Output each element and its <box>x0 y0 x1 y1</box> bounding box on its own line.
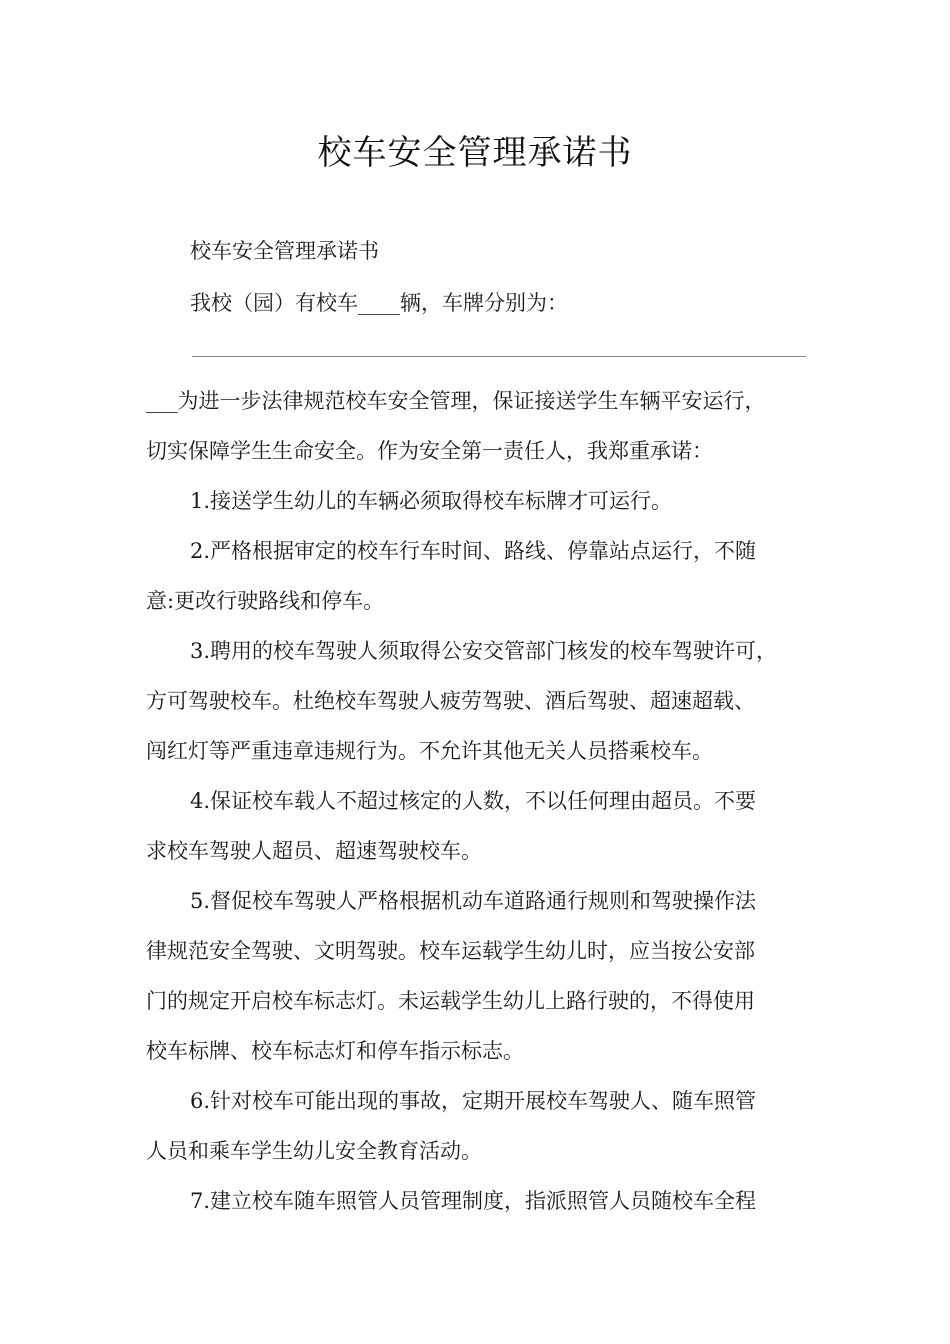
pledge-item-1: 1.接送学生幼儿的车辆必须取得校车标牌才可运行。 <box>190 489 673 513</box>
text-line: 我校（园）有校车____辆，车牌分别为： <box>190 291 568 315</box>
text-line: 求校车驾驶人超员、超速驾驶校车。 <box>146 839 482 863</box>
pledge-item-5: 5.督促校车驾驶人严格根据机动车道路通行规则和驾驶操作法 <box>190 889 757 913</box>
text-line: 人员和乘车学生幼儿安全教育活动。 <box>146 1139 482 1163</box>
text-line: 律规范安全驾驶、文明驾驶。校车运载学生幼儿时，应当按公安部 <box>146 939 755 963</box>
text-line: 方可驾驶校车。杜绝校车驾驶人疲劳驾驶、酒后驾驶、超速超载、 <box>146 689 755 713</box>
pledge-item-6: 6.针对校车可能出现的事故，定期开展校车驾驶人、随车照管 <box>190 1089 757 1113</box>
pledge-item-2: 2.严格根据审定的校车行车时间、路线、停靠站点运行，不随 <box>190 539 757 563</box>
text-line: 门的规定开启校车标志灯。未运载学生幼儿上路行驶的，不得使用 <box>146 989 755 1013</box>
document-subtitle: 校车安全管理承诺书 <box>190 239 379 263</box>
text-line: 校车标牌、校车标志灯和停车指示标志。 <box>146 1039 524 1063</box>
text-line: 闯红灯等严重违章违规行为。不允许其他无关人员搭乘校车。 <box>146 739 713 763</box>
blank-fill-line <box>192 356 806 357</box>
pledge-item-3: 3.聘用的校车驾驶人须取得公安交管部门核发的校车驾驶许可， <box>190 639 778 663</box>
text-line: 切实保障学生生命安全。作为安全第一责任人，我郑重承诺： <box>146 439 713 463</box>
document-title: 校车安全管理承诺书 <box>317 133 633 173</box>
text-line: ___为进一步法律规范校车安全管理，保证接送学生车辆平安运行， <box>146 389 766 413</box>
text-line: 意:更改行驶路线和停车。 <box>146 589 385 613</box>
pledge-item-4: 4.保证校车载人不超过核定的人数，不以任何理由超员。不要 <box>190 789 757 813</box>
pledge-item-7: 7.建立校车随车照管人员管理制度，指派照管人员随校车全程 <box>190 1189 757 1213</box>
